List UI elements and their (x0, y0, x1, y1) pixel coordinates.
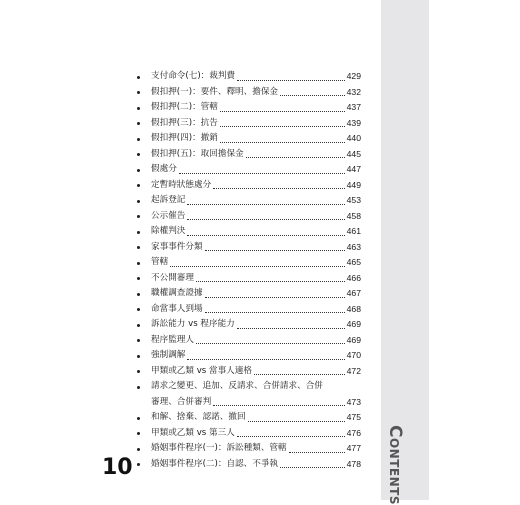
toc-entry-title: 和解、捨棄、認諾、撤回 (151, 412, 246, 422)
bullet-icon (137, 308, 140, 311)
toc-entry-page: 458 (346, 210, 361, 221)
toc-entry-page: 440 (346, 133, 361, 143)
bullet-icon (137, 122, 140, 125)
toc-entry[interactable] (139, 364, 361, 380)
dot-leader (237, 80, 345, 81)
bullet-icon (137, 432, 140, 435)
toc-entry-page: 439 (346, 117, 361, 128)
toc-entry-title: 訴訟能力 vs 程序能力 (151, 319, 235, 329)
toc-entry-title: 請求之變更、追加、反請求、合併請求、合併 (151, 381, 323, 391)
dot-leader (237, 436, 345, 437)
dot-leader (248, 421, 345, 422)
bullet-icon (137, 277, 140, 280)
toc-entry[interactable] (139, 426, 361, 442)
toc-entry-title: 管轄 (151, 257, 169, 267)
toc-entry-title: 家事事件分類 (151, 241, 203, 252)
toc-entry[interactable] (139, 410, 361, 426)
toc-entry-page: 449 (346, 179, 361, 190)
toc-entry[interactable] (139, 271, 361, 287)
dot-leader (220, 142, 345, 143)
dot-leader (187, 219, 344, 220)
bullet-icon (137, 370, 140, 373)
bullet-icon (137, 107, 140, 110)
toc-entry-page: 478 (346, 458, 361, 469)
dot-leader (187, 359, 344, 360)
bullet-icon (137, 386, 140, 389)
bullet-icon (137, 76, 140, 79)
toc-entry-page: 473 (346, 396, 361, 407)
toc-entry-title-continued: 審理、合併審判 (151, 396, 212, 407)
toc-entry[interactable] (139, 193, 361, 209)
toc-entry[interactable] (139, 286, 361, 302)
toc-entry-page: 432 (346, 86, 361, 97)
bullet-icon (137, 153, 140, 156)
bullet-icon (137, 138, 140, 141)
dot-leader (179, 173, 345, 174)
toc-entry-title: 職權調查證據 (151, 288, 203, 298)
toc-entry-title: 程序監理人 (151, 334, 194, 345)
toc-entry-title: 假扣押(二)：管轄 (151, 102, 218, 112)
dot-leader (196, 343, 345, 344)
toc-entry-page: 475 (346, 412, 361, 422)
toc-entry[interactable] (139, 441, 361, 457)
dot-leader (289, 452, 345, 453)
bullet-icon (137, 91, 140, 94)
toc-entry[interactable] (139, 240, 361, 256)
toc-entry-title: 假處分 (151, 164, 177, 174)
bullet-icon (137, 169, 140, 172)
dot-leader (237, 328, 345, 329)
toc-entry[interactable] (139, 333, 361, 349)
toc-entry-title: 甲類或乙類 vs 當事人適格 (151, 365, 252, 376)
toc-entry-page: 429 (346, 71, 361, 81)
toc-entry[interactable] (139, 209, 361, 225)
toc-entry-title: 假扣押(四)：撤銷 (151, 133, 218, 143)
toc-entry[interactable] (139, 348, 361, 364)
bullet-icon (137, 463, 140, 466)
dot-leader (246, 157, 345, 158)
toc-entry-page: 461 (346, 226, 361, 236)
toc-entry-title: 不公開審理 (151, 272, 194, 283)
toc-entry-title: 強制調解 (151, 350, 186, 360)
toc-entry-page: 468 (346, 303, 361, 314)
toc-entry[interactable] (139, 69, 361, 85)
toc-entry-title: 定暫時狀態處分 (151, 179, 212, 190)
toc-entry[interactable] (139, 162, 361, 178)
bullet-icon (137, 215, 140, 218)
toc-entry-page: 469 (346, 319, 361, 329)
bullet-icon (137, 339, 140, 342)
toc-entry-page: 453 (346, 195, 361, 205)
toc-entry-page: 465 (346, 257, 361, 267)
bullet-icon (137, 231, 140, 234)
dot-leader (220, 111, 345, 112)
toc-entry[interactable] (139, 317, 361, 333)
toc-entry[interactable] (139, 224, 361, 240)
toc-entry-page: 447 (346, 164, 361, 174)
dot-leader (280, 467, 345, 468)
dot-leader (205, 312, 345, 313)
dot-leader (280, 95, 345, 96)
dot-leader (205, 250, 345, 251)
bullet-icon (137, 448, 140, 451)
toc-entry[interactable] (139, 85, 361, 101)
bullet-icon (137, 184, 140, 187)
dot-leader (213, 188, 344, 189)
toc-entry-title: 假扣押(一)：要件、釋明、擔保金 (151, 86, 279, 97)
toc-entry-page: 469 (346, 334, 361, 345)
toc-entry[interactable] (139, 178, 361, 194)
toc-entry-title: 婚姻事件程序(一)：訴訟種類、管轄 (151, 443, 287, 453)
dot-leader (205, 297, 345, 298)
toc-entry-page: 470 (346, 350, 361, 360)
toc-entry-page: 477 (346, 443, 361, 453)
toc-entry-title: 甲類或乙類 vs 第三人 (151, 427, 235, 438)
toc-entry-page: 445 (346, 148, 361, 159)
bullet-icon (137, 293, 140, 296)
dot-leader (187, 204, 344, 205)
bullet-icon (137, 262, 140, 265)
dot-leader (170, 266, 344, 267)
bullet-icon (137, 246, 140, 249)
toc-entry-page: 472 (346, 365, 361, 376)
toc-entry[interactable] (139, 131, 361, 147)
toc-entry[interactable] (139, 100, 361, 116)
bullet-icon (137, 355, 140, 358)
toc-entry-page: 467 (346, 288, 361, 298)
toc-entry[interactable] (139, 255, 361, 271)
contents-side-label: Contents (385, 425, 405, 505)
toc-entry-page: 463 (346, 241, 361, 252)
bullet-icon (137, 417, 140, 420)
toc-entry-title: 假扣押(五)：取回擔保金 (151, 148, 244, 159)
toc-entry[interactable] (139, 147, 361, 163)
toc-entry-title: 婚姻事件程序(二)：自認、不爭執 (151, 458, 279, 469)
toc-entry[interactable] (139, 457, 361, 473)
toc-entry-title: 公示催告 (151, 210, 186, 221)
toc-entry-page: 466 (346, 272, 361, 283)
page-number: 10 (102, 455, 133, 480)
table-of-contents (139, 69, 361, 472)
dot-leader (213, 405, 344, 406)
toc-entry-title: 起訴登記 (151, 195, 186, 205)
bullet-icon (137, 200, 140, 203)
bullet-icon (137, 324, 140, 327)
dot-leader (220, 126, 345, 127)
toc-entry-page: 476 (346, 427, 361, 438)
toc-entry-title: 假扣押(三)：抗告 (151, 117, 218, 128)
toc-entry-continuation-line (139, 395, 361, 411)
dot-leader (254, 374, 345, 375)
dot-leader (196, 281, 345, 282)
toc-entry[interactable] (139, 302, 361, 318)
dot-leader (187, 235, 344, 236)
toc-entry-title: 除權判決 (151, 226, 186, 236)
toc-entry-title: 命當事人到場 (151, 303, 203, 314)
toc-entry-page: 437 (346, 102, 361, 112)
toc-entry[interactable] (139, 116, 361, 132)
toc-entry-title: 支付命令(七)：裁判費 (151, 71, 236, 81)
toc-entry[interactable] (139, 379, 361, 410)
